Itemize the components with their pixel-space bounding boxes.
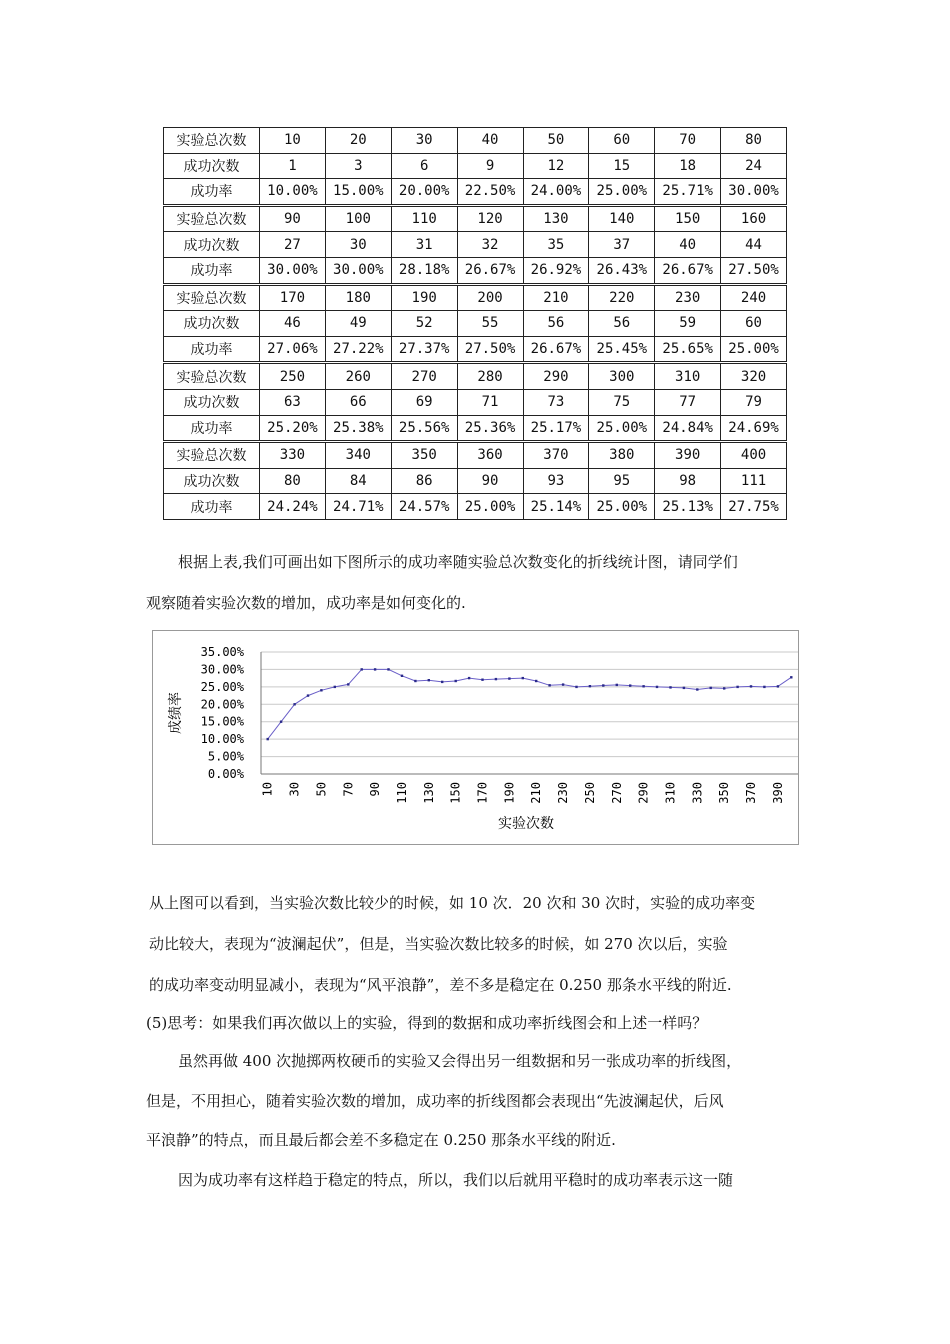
table-cell: 22.50% (457, 179, 523, 206)
data-point (387, 668, 389, 670)
chart-y-ticks (201, 645, 245, 781)
table-row (164, 415, 787, 442)
data-point (669, 686, 671, 688)
y-tick-label: 10.00% (200, 732, 244, 747)
table-cell: 50 (523, 128, 589, 154)
table-cell: 250 (260, 363, 326, 390)
table-cell: 26.67% (457, 257, 523, 284)
table-cell: 98 (655, 468, 721, 494)
y-tick-label: 5.00% (207, 749, 244, 764)
y-tick-label: 30.00% (200, 662, 244, 677)
table-cell: 27.75% (721, 494, 787, 520)
table-cell: 40 (457, 128, 523, 154)
table-cell: 6 (391, 153, 457, 179)
table-cell: 35 (523, 232, 589, 258)
table-cell: 1 (260, 153, 326, 179)
table-cell: 330 (260, 442, 326, 469)
chart-x-ticks (261, 782, 785, 804)
success-rate-chart (152, 630, 799, 845)
table-cell: 25.20% (260, 415, 326, 442)
data-point (562, 683, 564, 685)
data-point (374, 668, 376, 670)
table-row (164, 257, 787, 284)
data-point (428, 679, 430, 681)
table-cell: 3 (325, 153, 391, 179)
table-cell: 40 (655, 232, 721, 258)
data-point (629, 684, 631, 686)
table-cell: 30.00% (721, 179, 787, 206)
table-row (164, 363, 787, 390)
table-cell: 160 (721, 205, 787, 232)
table-row (164, 205, 787, 232)
table-cell: 60 (589, 128, 655, 154)
x-tick-label: 350 (717, 782, 732, 804)
y-tick-label: 25.00% (200, 679, 244, 694)
table-row (164, 284, 787, 311)
data-point (616, 684, 618, 686)
table-cell: 25.00% (457, 494, 523, 520)
row-label: 成功次数 (164, 232, 260, 258)
chart-x-label: 实验次数 (498, 816, 554, 832)
table-cell: 52 (391, 311, 457, 337)
table-cell: 340 (325, 442, 391, 469)
table-cell: 25.38% (325, 415, 391, 442)
table-cell: 24.71% (325, 494, 391, 520)
data-point (293, 703, 295, 705)
table-cell: 24.84% (655, 415, 721, 442)
table-cell: 30.00% (325, 257, 391, 284)
data-point (777, 685, 779, 687)
row-label: 成功次数 (164, 389, 260, 415)
table-cell: 31 (391, 232, 457, 258)
data-point (535, 680, 537, 682)
table-cell: 25.36% (457, 415, 523, 442)
table-cell: 49 (325, 311, 391, 337)
table-cell: 360 (457, 442, 523, 469)
table-cell: 140 (589, 205, 655, 232)
row-label: 成功率 (164, 179, 260, 206)
data-point (575, 686, 577, 688)
table-cell: 10.00% (260, 179, 326, 206)
table-row (164, 232, 787, 258)
row-label: 成功率 (164, 415, 260, 442)
x-tick-label: 310 (663, 782, 678, 804)
data-point (361, 668, 363, 670)
table-cell: 77 (655, 389, 721, 415)
table-row (164, 494, 787, 520)
table-cell: 24.00% (523, 179, 589, 206)
intro-line-1: 根据上表,我们可画出如下图所示的成功率随实验总次数变化的折线统计图，请同学们 (178, 553, 738, 571)
table-row (164, 468, 787, 494)
data-point (280, 721, 282, 723)
obs-line-2: 动比较大，表现为“波澜起伏”，但是，当实验次数比较多的时候，如 270 次以后，实验 (149, 935, 728, 953)
data-point (495, 678, 497, 680)
y-tick-label: 15.00% (200, 714, 244, 729)
x-tick-label: 130 (421, 782, 436, 804)
table-cell: 200 (457, 284, 523, 311)
table-cell: 24.24% (260, 494, 326, 520)
data-point (723, 687, 725, 689)
data-point (334, 686, 336, 688)
table-cell: 390 (655, 442, 721, 469)
table-cell: 24.57% (391, 494, 457, 520)
table-cell: 27 (260, 232, 326, 258)
table-cell: 71 (457, 389, 523, 415)
x-tick-label: 50 (314, 782, 329, 797)
table-cell: 27.50% (721, 257, 787, 284)
think-line: (5)思考：如果我们再次做以上的实验，得到的数据和成功率折线图会和上述一样吗？ (146, 1014, 708, 1032)
table-cell: 400 (721, 442, 787, 469)
row-label: 成功率 (164, 336, 260, 363)
table-row (164, 311, 787, 337)
x-tick-label: 370 (744, 782, 759, 804)
table-cell: 25.45% (589, 336, 655, 363)
table-cell: 56 (523, 311, 589, 337)
row-label: 实验总次数 (164, 128, 260, 154)
table-cell: 100 (325, 205, 391, 232)
table-cell: 59 (655, 311, 721, 337)
data-point (710, 687, 712, 689)
data-point (307, 694, 309, 696)
table-cell: 32 (457, 232, 523, 258)
table-cell: 170 (260, 284, 326, 311)
table-cell: 150 (655, 205, 721, 232)
table-cell: 25.65% (655, 336, 721, 363)
data-point (763, 686, 765, 688)
data-point (790, 676, 792, 678)
table-row (164, 128, 787, 154)
table-cell: 80 (721, 128, 787, 154)
table-cell: 73 (523, 389, 589, 415)
table-cell: 320 (721, 363, 787, 390)
table-cell: 110 (391, 205, 457, 232)
row-label: 成功率 (164, 494, 260, 520)
chart-y-label: 成绩率 (168, 692, 184, 734)
table-cell: 25.00% (589, 415, 655, 442)
table-cell: 210 (523, 284, 589, 311)
table-cell: 24 (721, 153, 787, 179)
table-cell: 18 (655, 153, 721, 179)
x-tick-label: 210 (529, 782, 544, 804)
table-cell: 260 (325, 363, 391, 390)
x-tick-label: 290 (636, 782, 651, 804)
data-point (736, 686, 738, 688)
x-tick-label: 230 (556, 782, 571, 804)
table-cell: 290 (523, 363, 589, 390)
table-cell: 63 (260, 389, 326, 415)
x-tick-label: 90 (368, 782, 383, 797)
data-point (589, 685, 591, 687)
table-cell: 25.71% (655, 179, 721, 206)
data-point (401, 675, 403, 677)
table-cell: 350 (391, 442, 457, 469)
row-label: 实验总次数 (164, 284, 260, 311)
x-tick-label: 70 (341, 782, 356, 797)
table-cell: 15.00% (325, 179, 391, 206)
x-tick-label: 190 (502, 782, 517, 804)
table-cell: 230 (655, 284, 721, 311)
table-cell: 26.43% (589, 257, 655, 284)
table-cell: 310 (655, 363, 721, 390)
table-cell: 25.13% (655, 494, 721, 520)
data-point (750, 685, 752, 687)
table-row (164, 179, 787, 206)
table-cell: 270 (391, 363, 457, 390)
table-cell: 25.56% (391, 415, 457, 442)
table-cell: 60 (721, 311, 787, 337)
answer-line-3: 平浪静”的特点，而且最后都会差不多稳定在 0.250 那条水平线的附近. (146, 1131, 616, 1149)
table-cell: 190 (391, 284, 457, 311)
x-tick-label: 30 (287, 782, 302, 797)
table-cell: 111 (721, 468, 787, 494)
table-cell: 27.06% (260, 336, 326, 363)
table-cell: 25.00% (589, 179, 655, 206)
table-cell: 380 (589, 442, 655, 469)
data-point (508, 677, 510, 679)
table-cell: 80 (260, 468, 326, 494)
data-point (548, 684, 550, 686)
table-cell: 44 (721, 232, 787, 258)
table-cell: 86 (391, 468, 457, 494)
data-point (602, 684, 604, 686)
data-point (414, 680, 416, 682)
data-point (481, 679, 483, 681)
data-point (696, 688, 698, 690)
table-cell: 70 (655, 128, 721, 154)
x-tick-label: 150 (448, 782, 463, 804)
row-label: 成功次数 (164, 468, 260, 494)
table-cell: 26.67% (655, 257, 721, 284)
table-cell: 9 (457, 153, 523, 179)
x-tick-label: 10 (260, 782, 275, 797)
table-cell: 84 (325, 468, 391, 494)
row-label: 实验总次数 (164, 363, 260, 390)
data-point (522, 677, 524, 679)
table-cell: 27.50% (457, 336, 523, 363)
table-cell: 180 (325, 284, 391, 311)
table-cell: 55 (457, 311, 523, 337)
x-tick-label: 270 (609, 782, 624, 804)
data-point (320, 689, 322, 691)
chart-svg (153, 631, 798, 844)
chart-gridlines (261, 652, 798, 774)
table-cell: 90 (457, 468, 523, 494)
y-tick-label: 20.00% (200, 697, 244, 712)
row-label: 成功次数 (164, 153, 260, 179)
table-cell: 26.92% (523, 257, 589, 284)
data-point (455, 680, 457, 682)
x-tick-label: 170 (475, 782, 490, 804)
table-cell: 30.00% (260, 257, 326, 284)
row-label: 实验总次数 (164, 442, 260, 469)
table-cell: 15 (589, 153, 655, 179)
table-cell: 120 (457, 205, 523, 232)
table-cell: 25.17% (523, 415, 589, 442)
y-tick-label: 0.00% (207, 767, 244, 781)
data-point (683, 687, 685, 689)
x-tick-label: 330 (690, 782, 705, 804)
row-label: 成功次数 (164, 311, 260, 337)
table-cell: 370 (523, 442, 589, 469)
table-row (164, 442, 787, 469)
data-point (656, 686, 658, 688)
row-label: 实验总次数 (164, 205, 260, 232)
answer-line-1: 虽然再做 400 次抛掷两枚硬币的实验又会得出另一组数据和另一张成功率的折线图， (178, 1052, 742, 1070)
table-cell: 28.18% (391, 257, 457, 284)
row-label: 成功率 (164, 257, 260, 284)
data-point (468, 677, 470, 679)
x-tick-label: 110 (394, 782, 409, 804)
table-cell: 93 (523, 468, 589, 494)
data-point (642, 685, 644, 687)
table-cell: 300 (589, 363, 655, 390)
table-cell: 46 (260, 311, 326, 337)
table-cell: 27.37% (391, 336, 457, 363)
y-tick-label: 35.00% (200, 645, 244, 659)
table-cell: 75 (589, 389, 655, 415)
table-cell: 95 (589, 468, 655, 494)
x-tick-label: 390 (770, 782, 785, 804)
table-cell: 24.69% (721, 415, 787, 442)
table-cell: 25.00% (589, 494, 655, 520)
table-cell: 20.00% (391, 179, 457, 206)
table-cell: 66 (325, 389, 391, 415)
table-cell: 12 (523, 153, 589, 179)
table-cell: 25.14% (523, 494, 589, 520)
table-row (164, 336, 787, 363)
data-point (441, 681, 443, 683)
table-row (164, 389, 787, 415)
data-point (347, 683, 349, 685)
table-cell: 79 (721, 389, 787, 415)
experiment-table (163, 127, 787, 520)
obs-line-1: 从上图可以看到，当实验次数比较少的时候，如 10 次．20 次和 30 次时，实验的成功率变 (149, 894, 756, 912)
table-cell: 37 (589, 232, 655, 258)
table-cell: 30 (325, 232, 391, 258)
table-cell: 130 (523, 205, 589, 232)
intro-line-2: 观察随着实验次数的增加，成功率是如何变化的. (146, 594, 466, 612)
answer-line-2: 但是，不用担心，随着实验次数的增加，成功率的折线图都会表现出“先波澜起伏，后风 (146, 1092, 724, 1110)
final-line: 因为成功率有这样趋于稳定的特点，所以，我们以后就用平稳时的成功率表示这一随 (178, 1171, 734, 1189)
table-cell: 27.22% (325, 336, 391, 363)
table-cell: 10 (260, 128, 326, 154)
table-cell: 56 (589, 311, 655, 337)
table-cell: 30 (391, 128, 457, 154)
table-cell: 280 (457, 363, 523, 390)
data-point (267, 738, 269, 740)
table-cell: 240 (721, 284, 787, 311)
table-cell: 90 (260, 205, 326, 232)
table-row (164, 153, 787, 179)
table-cell: 25.00% (721, 336, 787, 363)
table-cell: 20 (325, 128, 391, 154)
obs-line-3: 的成功率变动明显减小，表现为“风平浪静”，差不多是稳定在 0.250 那条水平线的附近. (149, 976, 732, 994)
table-cell: 26.67% (523, 336, 589, 363)
x-tick-label: 250 (582, 782, 597, 804)
table-cell: 220 (589, 284, 655, 311)
table-cell: 69 (391, 389, 457, 415)
